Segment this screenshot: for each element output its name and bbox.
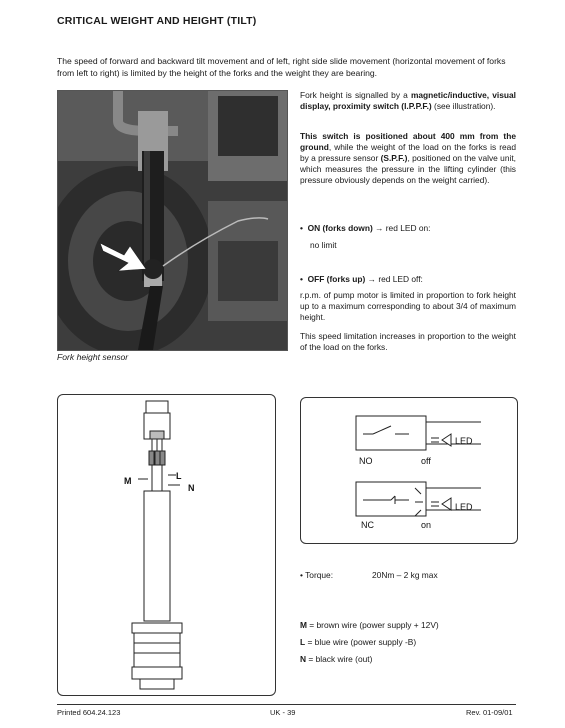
page-title: CRITICAL WEIGHT AND HEIGHT (TILT) <box>57 15 257 27</box>
footer-page-number: UK - 39 <box>270 708 296 717</box>
label-l: L <box>176 471 182 481</box>
signal-paragraph <box>300 90 516 112</box>
footer-rule <box>57 704 516 705</box>
on-led-text: → red LED on: <box>375 223 431 233</box>
position-mid: , while the weight of the load on the forks is read by a pressure sensor <box>300 142 516 163</box>
wire-code: N <box>300 654 307 664</box>
off-result: r.p.m. of pump motor is limited in proportion to fork height up to a maximum corresponding to about 3/4 of maximum height. <box>300 290 516 322</box>
wire-row-m <box>300 620 439 631</box>
wire-desc: = blue wire (power supply -B) <box>305 637 417 647</box>
signal-text-bold: magnetic/inductive, visual display, proximity switch (I.P.P.F.) <box>300 90 516 111</box>
position-post: , positioned on the valve unit, which measures the pressure in the lifting cylinder (this pressure obviously depends on the weight carried). <box>300 153 516 185</box>
sensor-diagram <box>57 394 276 696</box>
photo-illustration <box>58 91 287 350</box>
torque-label: • Torque: <box>300 570 334 580</box>
position-bold: This switch is positioned about 400 mm from the ground <box>300 131 516 152</box>
wire-code: M <box>300 620 307 630</box>
off-label: OFF (forks up) <box>307 274 366 284</box>
switch-diagram <box>300 397 518 544</box>
led-label-2: LED <box>455 502 473 512</box>
footer-revision: Rev. 01-09/01 <box>466 708 513 717</box>
nc-label: NC <box>361 520 374 530</box>
fork-height-sensor-photo <box>57 90 288 351</box>
led-label-1: LED <box>455 436 473 446</box>
on-state-label: on <box>421 520 432 530</box>
no-label: NO <box>359 456 373 466</box>
on-bullet: • ON (forks down) → red LED on: <box>300 223 431 233</box>
label-n: N <box>188 483 195 493</box>
photo-caption: Fork height sensor <box>57 352 129 362</box>
wire-desc: = black wire (out) <box>306 654 373 664</box>
footer-printed: Printed 604.24.123 <box>57 708 121 717</box>
wire-code: L <box>300 637 306 647</box>
torque-value: 20Nm – 2 kg max <box>372 570 438 580</box>
label-m: M <box>124 476 132 486</box>
sensor-drawing <box>58 395 275 695</box>
wire-row-l <box>300 637 416 648</box>
on-label: ON (forks down) <box>307 223 373 233</box>
off-led-text: → red LED off: <box>367 274 423 284</box>
position-paragraph <box>300 131 516 186</box>
switch-drawing <box>301 398 517 543</box>
off-state-label: off <box>421 456 431 466</box>
on-result: no limit <box>310 240 337 250</box>
signal-text-pre: Fork height is signalled by a <box>300 90 411 100</box>
off-bullet: • OFF (forks up) → red LED off: <box>300 274 423 284</box>
intro-paragraph: The speed of forward and backward tilt movement and of left, right side slide movement (horizontal movement of forks from left to right) is limited by the height of the forks and the weight they are bearing. <box>57 56 506 78</box>
wire-desc: = brown wire (power supply + 12V) <box>306 620 439 630</box>
signal-text-post: (see illustration). <box>431 101 496 111</box>
speed-limit-note: This speed limitation increases in proportion to the weight of the load on the forks. <box>300 331 516 352</box>
wire-row-n <box>300 654 372 665</box>
sensor-code: (S.P.F.) <box>380 153 408 163</box>
